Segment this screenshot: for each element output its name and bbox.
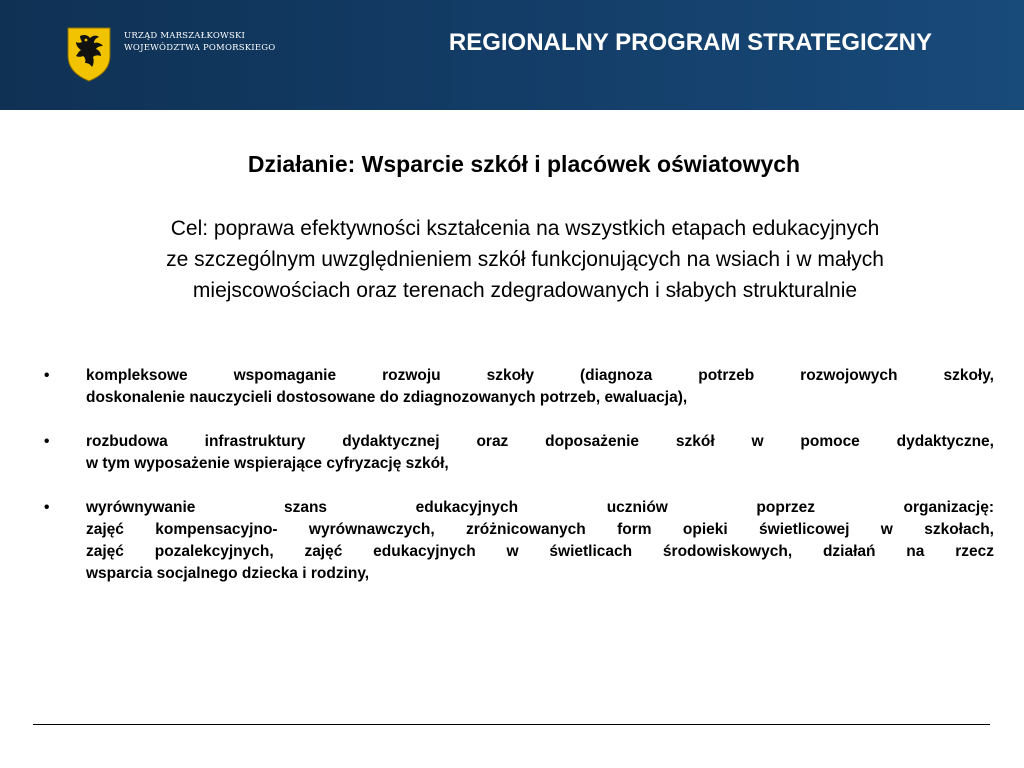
griffin-coat-of-arms-icon	[66, 26, 112, 82]
list-item	[44, 497, 994, 585]
bullet-line: zajęć kompensacyjno- wyrównawczych, zróżnicowanych form opieki świetlicowej w szkołach,	[86, 521, 994, 538]
bullet-line: doskonalenie nauczycieli dostosowane do zdiagnozowanych potrzeb, ewaluacja),	[86, 389, 688, 406]
bullet-line: wsparcia socjalnego dziecka i rodziny,	[86, 565, 370, 582]
list-item	[44, 431, 994, 475]
bullet-line: zajęć pozalekcyjnych, zajęć edukacyjnych w świetlicach środowiskowych, działań na rzecz	[86, 543, 994, 560]
goal-line: miejscowościach oraz terenach zdegradowanych i słabych strukturalnie	[192, 279, 858, 302]
goal-statement	[40, 213, 1010, 306]
bullet-marker: •	[44, 433, 50, 450]
bullet-line: wyrównywanie szans edukacyjnych uczniów poprzez organizację:	[86, 499, 994, 516]
bullet-line: w tym wyposażenie wspierające cyfryzację szkół,	[86, 455, 449, 472]
list-item	[44, 365, 994, 409]
header-bar	[0, 0, 1024, 110]
institution-line-2: WOJEWÓDZTWA POMORSKIEGO	[124, 43, 276, 53]
goal-line: ze szczególnym uwzględnieniem szkół funkcjonujących na wsiach i w małych	[166, 248, 884, 271]
program-title: REGIONALNY PROGRAM STRATEGICZNY	[448, 29, 932, 56]
bullet-marker: •	[44, 499, 50, 516]
bullet-line: rozbudowa infrastruktury dydaktycznej oraz doposażenie szkół w pomoce dydaktyczne,	[86, 433, 994, 450]
bullet-list	[44, 365, 994, 607]
footer-divider	[33, 724, 990, 725]
bullet-line: kompleksowe wspomaganie rozwoju szkoły (diagnoza potrzeb rozwojowych szkoły,	[86, 367, 994, 384]
action-title: Działanie: Wsparcie szkół i placówek oświatowych	[247, 151, 801, 177]
bullet-marker: •	[44, 367, 50, 384]
institution-line-1: URZĄD MARSZAŁKOWSKI	[124, 31, 246, 41]
institution-name	[124, 30, 275, 54]
goal-line: Cel: poprawa efektywności kształcenia na wszystkich etapach edukacyjnych	[170, 217, 880, 240]
